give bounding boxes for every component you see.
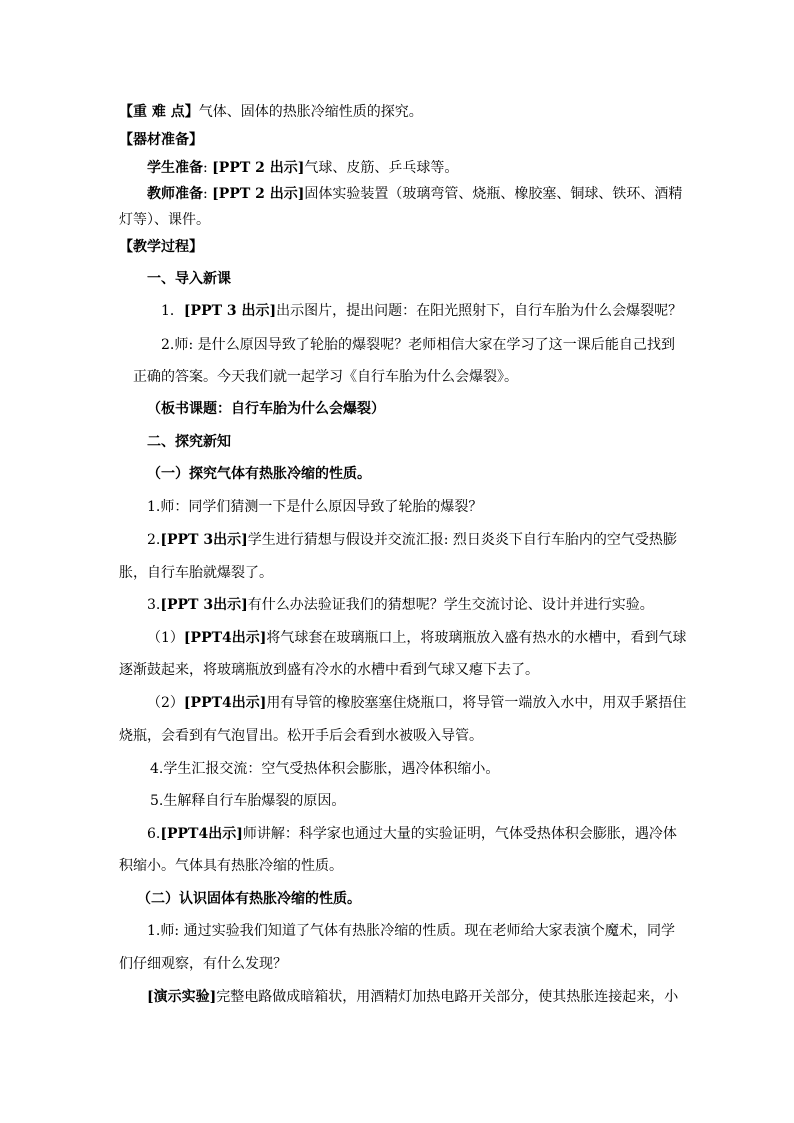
part2-item1-line2: 们仔细观察，有什么发现？ [119, 956, 287, 972]
student-prep-ppt: [PPT 2 出示] [212, 160, 305, 176]
part1-item2-ppt: [PPT 3出示] [160, 532, 248, 548]
teacher-prep-line [147, 185, 683, 203]
part1-item3-ppt: [PPT 3出示] [160, 597, 248, 613]
part1-item6-line2: 积缩小。气体具有热胀冷缩的性质。 [119, 858, 343, 874]
section1-item1-text: 出示图片，提出问题：在阳光照射下，自行车胎为什么会爆裂呢？ [276, 303, 683, 319]
section2-title: 二、探究新知 [147, 434, 231, 450]
part1-item5: 5.生解释自行车胎爆裂的原因。 [150, 793, 346, 809]
process-heading: 【教学过程】 [119, 239, 203, 255]
key-points-line [119, 103, 423, 121]
student-prep-label: 学生准备 [147, 160, 203, 176]
part1-item6-num: 6. [147, 826, 161, 842]
teacher-prep-text-2: 灯等）、课件。 [119, 212, 210, 228]
part1-item4: 4.学生汇报交流：空气受热体积会膨胀，遇冷体积缩小。 [150, 761, 500, 777]
section1-item2-line1: 2.师: 是什么原因导致了轮胎的爆裂呢？老师相信大家在学习了这一课后能自己找到 [161, 337, 675, 353]
part1-sub1-line1 [147, 629, 687, 647]
student-prep-line [147, 159, 458, 177]
key-points-label: 【重 难 点】 [119, 104, 199, 120]
part2-demo-line [147, 988, 679, 1006]
teacher-prep-label: 教师准备 [147, 186, 203, 202]
part1-sub1-line2: 逐渐鼓起来，将玻璃瓶放到盛有冷水的水槽中看到气球又瘪下去了。 [119, 662, 539, 678]
part1-sub2-line2: 烧瓶，会看到有气泡冒出。松开手后会看到水被吸入导管。 [119, 728, 483, 744]
part1-sub2-text-1: 用有导管的橡胶塞塞住烧瓶口，将导管一端放入水中，用双手紧捂住 [266, 695, 687, 711]
part1-item3-text: 有什么办法验证我们的猜想呢？学生交流讨论、设计并进行实验。 [247, 597, 654, 613]
student-prep-colon: : [203, 160, 208, 176]
part1-sub1-text-1: 将气球套在玻璃瓶口上，将玻璃瓶放入盛有热水的水槽中，看到气球 [266, 630, 687, 646]
section1-item1 [161, 302, 682, 320]
part1-item2-num: 2. [147, 532, 161, 548]
teacher-prep-colon: : [203, 186, 208, 202]
equipment-heading: 【器材准备】 [119, 132, 203, 148]
section1-title: 一、导入新课 [147, 271, 231, 287]
student-prep-text: 气球、皮筋、乒乓球等。 [304, 160, 459, 176]
board-title: （板书课题：自行车胎为什么会爆裂） [147, 401, 385, 417]
part1-item6-line1 [147, 825, 675, 843]
section1-item1-num: 1． [161, 303, 184, 319]
part2-item1-line1: 1.师: 通过实验我们知道了气体有热胀冷缩的性质。现在老师给大家表演个魔术，同学 [147, 923, 675, 939]
teacher-prep-ppt: [PPT 2 出示] [212, 186, 305, 202]
part1-item3-num: 3. [147, 597, 161, 613]
part1-item6-text-1: 师讲解：科学家也通过大量的实验证明，气体受热体积会膨胀，遇冷体 [242, 826, 677, 842]
part2-title: （二）认识固体有热胀冷缩的性质。 [137, 891, 361, 907]
part1-sub2-line1 [147, 694, 687, 712]
teacher-prep-text-1: 固体实验装置（玻璃弯管、烧瓶、橡胶塞、铜球、铁环、酒精 [304, 186, 683, 202]
part1-item1: 1.师：同学们猜测一下是什么原因导致了轮胎的爆裂？ [147, 499, 483, 515]
part2-demo-label: [演示实验] [147, 989, 217, 1005]
part1-item2-line2: 胀，自行车胎就爆裂了。 [119, 565, 273, 581]
part2-demo-text: 完整电路做成暗箱状，用酒精灯加热电路开关部分，使其热胀连接起来，小 [216, 989, 679, 1005]
part1-item2-text-1: 学生进行猜想与假设并交流汇报: 烈日炎炎下自行车胎内的空气受热膨 [247, 532, 677, 548]
part1-sub1-ppt: [PPT4出示] [183, 630, 267, 646]
part1-title: （一）探究气体有热胀冷缩的性质。 [147, 466, 371, 482]
part1-item3 [147, 596, 654, 614]
section1-item2-line2: 正确的答案。今天我们就一起学习《自行车胎为什么会爆裂》。 [133, 369, 518, 385]
part1-sub2-ppt: [PPT4出示] [183, 695, 267, 711]
part1-sub1-num: （1） [147, 630, 184, 646]
part1-sub2-num: （2） [147, 695, 184, 711]
section1-item1-ppt: [PPT 3 出示] [183, 303, 277, 319]
key-points-text: 气体、固体的热胀冷缩性质的探究。 [198, 104, 423, 120]
part1-item6-ppt: [PPT4出示] [160, 826, 243, 842]
part1-item2-line1 [147, 531, 675, 549]
